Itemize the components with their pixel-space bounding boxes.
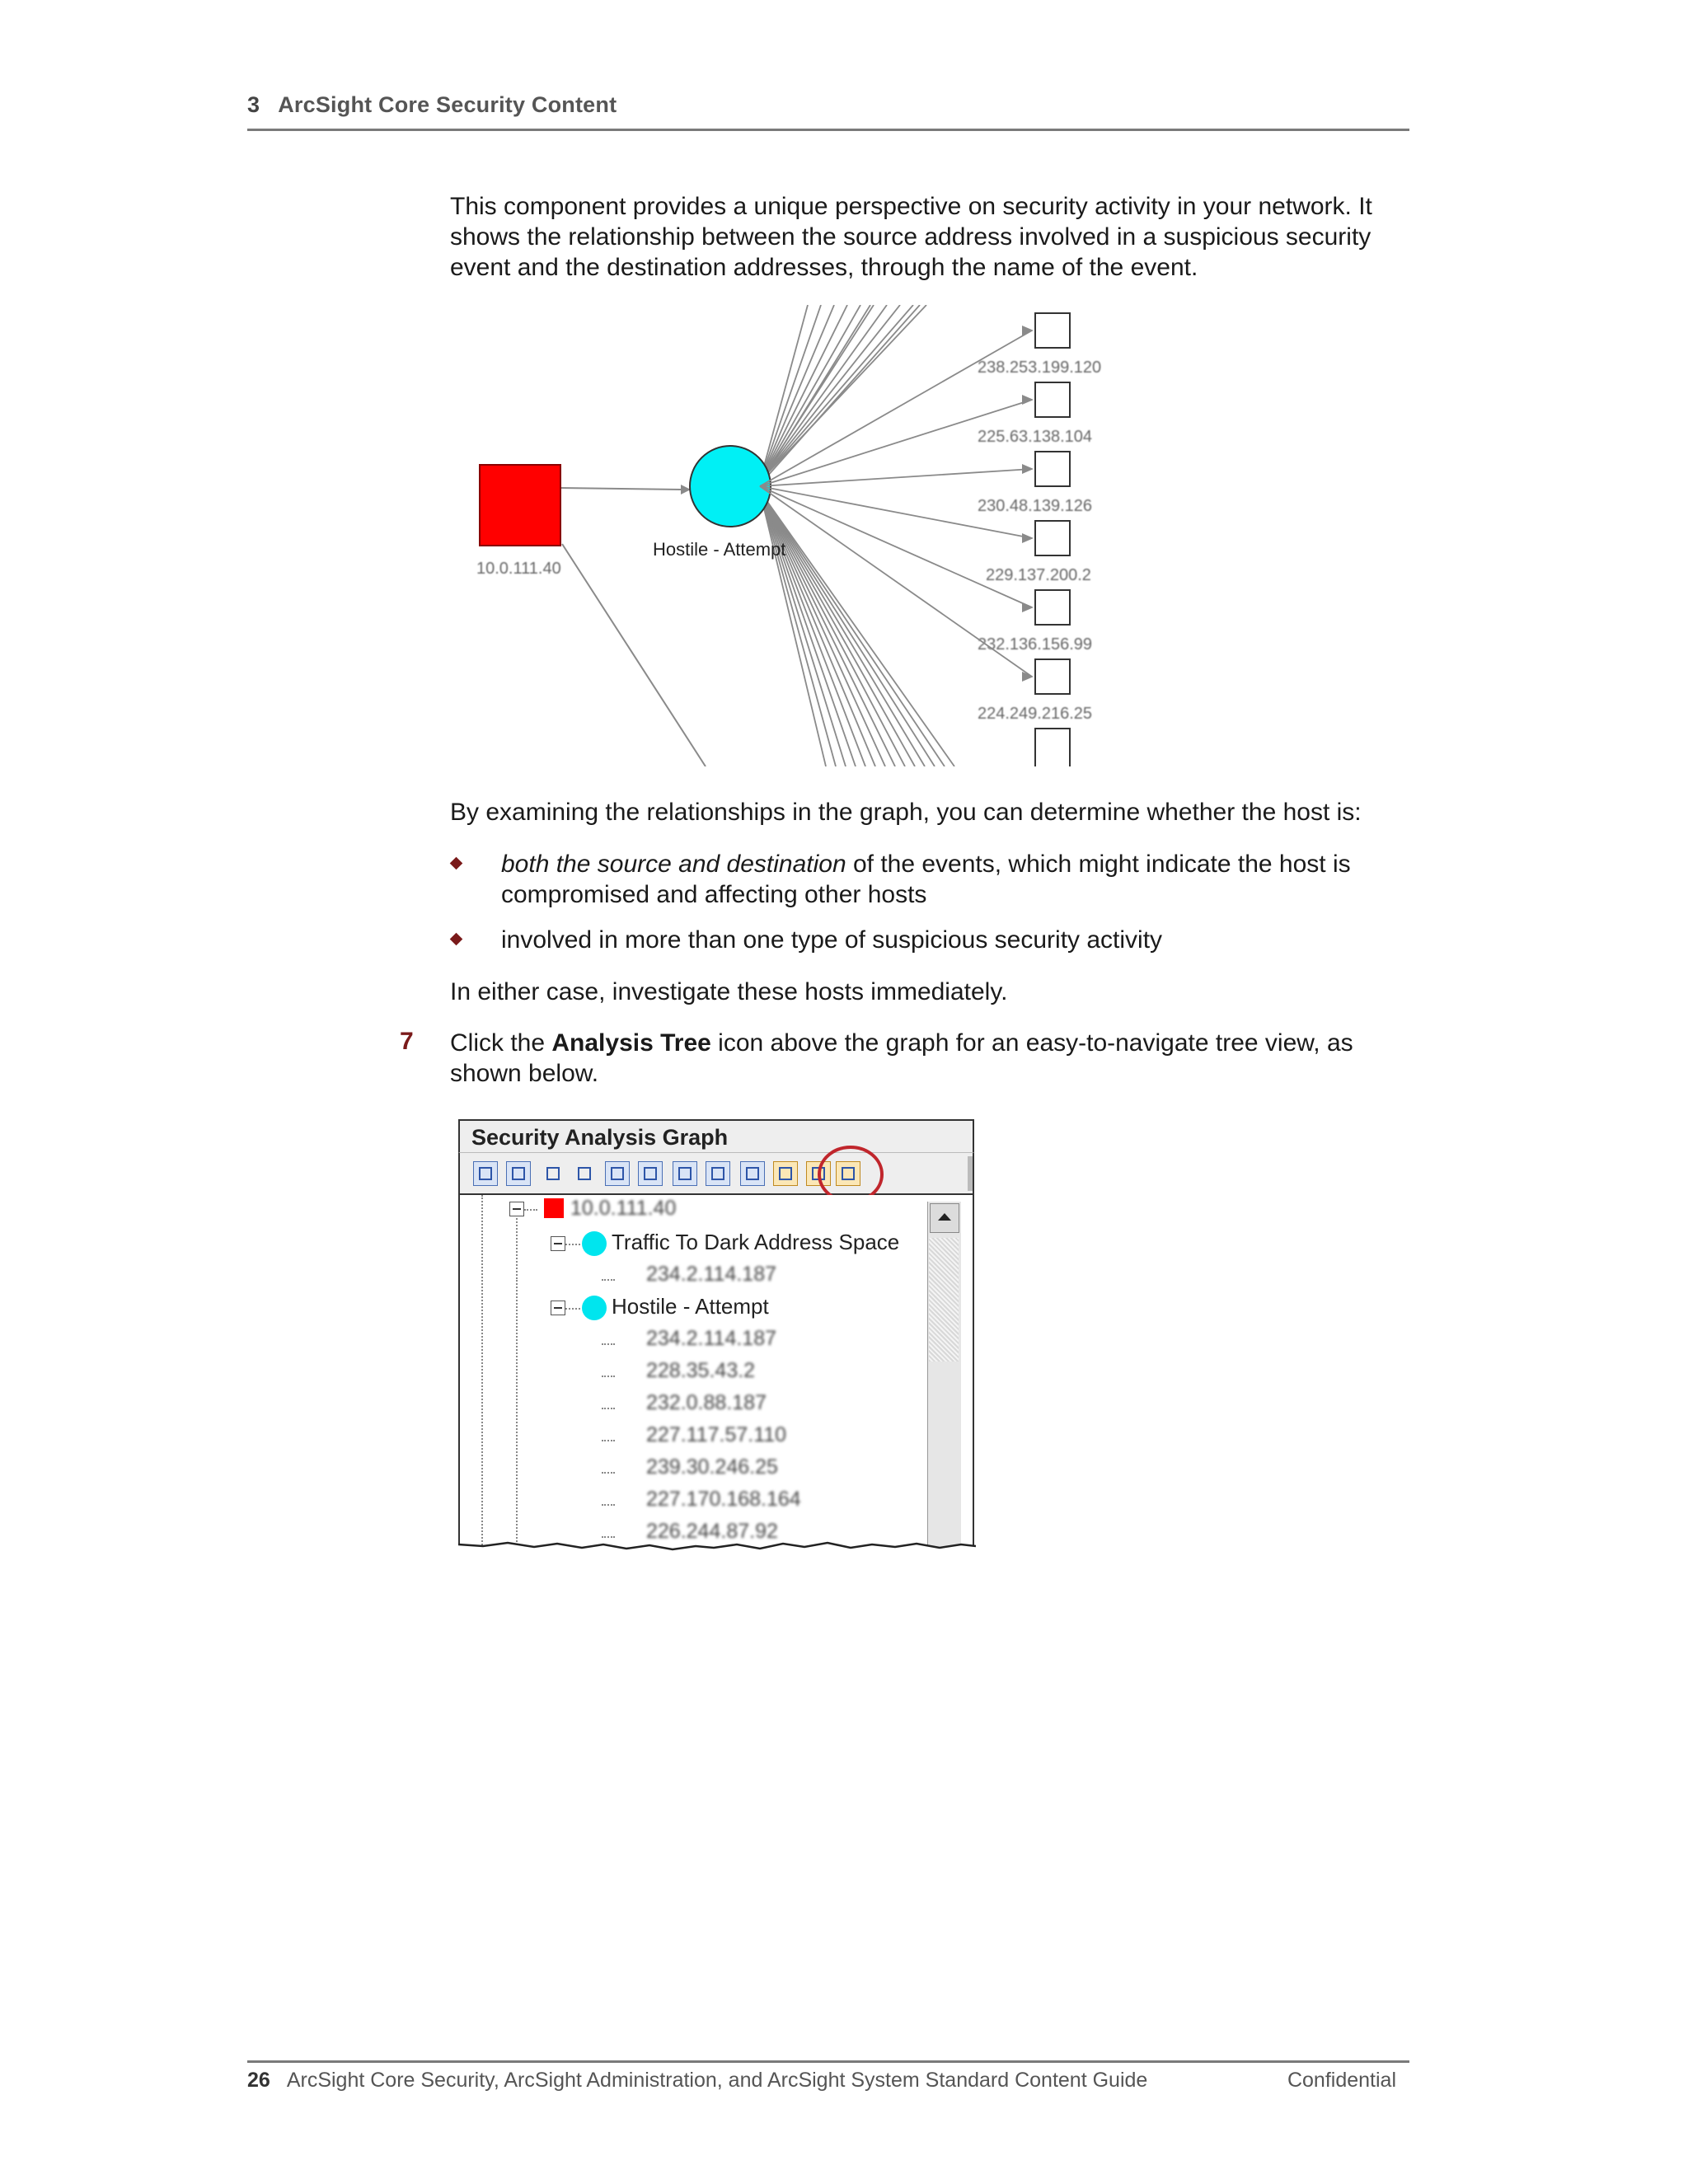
destination-node-square[interactable] bbox=[1035, 521, 1070, 555]
edge-line bbox=[760, 305, 900, 481]
zoom-in-icon[interactable] bbox=[541, 1161, 565, 1186]
zoom-out-icon[interactable] bbox=[572, 1161, 597, 1186]
edge-arrow-head bbox=[1022, 464, 1034, 474]
bullet-item bbox=[450, 849, 1390, 910]
security-graph-figure bbox=[458, 305, 1151, 766]
destination-node-square[interactable] bbox=[1035, 313, 1070, 348]
graph-toolbar bbox=[458, 1152, 974, 1195]
step-post: icon above the graph for an easy-to-navigate tree view, as bbox=[710, 1029, 1353, 1057]
bullet-rest: of the events, which might indicate the host is bbox=[846, 851, 1351, 878]
tree-connector bbox=[565, 1244, 580, 1245]
bullet-text-2: involved in more than one type of suspicious security activity bbox=[501, 926, 1163, 954]
bullet-item bbox=[450, 925, 1390, 955]
tree-leaf-address[interactable]: 227.117.57.110 bbox=[646, 1423, 787, 1446]
edge-line bbox=[760, 491, 935, 766]
tree-connector bbox=[524, 1209, 537, 1211]
tree-connector bbox=[602, 1343, 615, 1345]
scroll-track bbox=[929, 1238, 959, 1361]
bullet-italic: both the source and destination bbox=[501, 851, 846, 878]
source-node-square[interactable] bbox=[480, 465, 560, 546]
edge-line bbox=[760, 491, 954, 766]
tree-connector bbox=[602, 1376, 615, 1377]
intro-paragraph bbox=[450, 191, 1398, 283]
destination-node-square[interactable] bbox=[1035, 452, 1070, 486]
destination-node-label: 225.63.138.104 bbox=[978, 428, 1093, 446]
edge-line bbox=[760, 491, 885, 766]
edge-lines bbox=[760, 305, 954, 766]
tree-connector bbox=[602, 1472, 615, 1474]
tree-leaf-address[interactable]: 239.30.246.25 bbox=[646, 1455, 778, 1479]
edge-arrow-head bbox=[1022, 533, 1034, 543]
footer-rule bbox=[247, 2060, 1409, 2063]
edge-line bbox=[760, 305, 860, 481]
destination-node-square[interactable] bbox=[1035, 382, 1070, 417]
event-node-label: Hostile - Attempt bbox=[653, 539, 786, 560]
page-header bbox=[247, 92, 617, 118]
edge-line bbox=[760, 491, 895, 766]
destination-node-label: 238.253.199.120 bbox=[978, 359, 1102, 377]
tree-guide bbox=[516, 1277, 518, 1554]
edge-line bbox=[760, 491, 856, 766]
source-node-square bbox=[544, 1198, 564, 1218]
tree-connector bbox=[602, 1536, 615, 1538]
destination-nodes bbox=[760, 313, 1101, 766]
edge-line bbox=[760, 491, 836, 766]
bullet-diamond-icon bbox=[450, 933, 463, 946]
destination-node-label: 229.137.200.2 bbox=[986, 566, 1091, 584]
step-text bbox=[450, 1028, 1406, 1089]
tree-connector bbox=[602, 1504, 615, 1506]
either-case-paragraph: In either case, investigate these hosts immediately. bbox=[450, 978, 1008, 1005]
classification: Confidential bbox=[1287, 2069, 1396, 2092]
edge-line bbox=[760, 305, 821, 481]
legend-icon[interactable] bbox=[773, 1161, 798, 1186]
tree-guide bbox=[481, 1195, 483, 1554]
edge-line bbox=[760, 305, 913, 481]
page-footer bbox=[247, 2069, 1401, 2093]
bullet-diamond-icon bbox=[450, 857, 463, 870]
edge-line bbox=[760, 491, 865, 766]
tree-connector bbox=[602, 1408, 615, 1409]
hierarchy-layout-icon[interactable] bbox=[638, 1161, 663, 1186]
intro-line-3: event and the destination addresses, through the name of the event. bbox=[450, 254, 1198, 281]
edge-line bbox=[760, 305, 926, 481]
tree-leaf-address[interactable]: 232.0.88.187 bbox=[646, 1391, 767, 1414]
destination-node-square[interactable] bbox=[1035, 590, 1070, 625]
tree-guide bbox=[516, 1218, 518, 1276]
edge-line bbox=[760, 491, 915, 766]
pause-icon[interactable] bbox=[473, 1161, 498, 1186]
edge-to-destination bbox=[760, 469, 1032, 486]
destination-node-square[interactable] bbox=[1035, 729, 1070, 766]
collapse-icon[interactable] bbox=[551, 1301, 565, 1315]
destination-node-label: 232.136.156.99 bbox=[978, 635, 1093, 654]
header-rule bbox=[247, 129, 1409, 131]
fit-to-window-icon[interactable] bbox=[506, 1161, 531, 1186]
bullet-text-1 bbox=[501, 849, 1390, 910]
event-node-circle[interactable] bbox=[690, 446, 771, 527]
edge-line bbox=[760, 305, 847, 481]
collapse-icon[interactable] bbox=[551, 1236, 565, 1251]
edge-arrow-head bbox=[1022, 395, 1034, 405]
collapse-icon[interactable] bbox=[509, 1202, 524, 1216]
tree-leaf-address[interactable]: 228.35.43.2 bbox=[646, 1359, 756, 1382]
examining-paragraph: By examining the relationships in the graph, you can determine whether the host is: bbox=[450, 799, 1362, 826]
edge-source-down bbox=[562, 544, 706, 766]
tree-group-label[interactable]: Traffic To Dark Address Space bbox=[612, 1230, 900, 1254]
event-node-circle bbox=[582, 1296, 607, 1320]
destination-node-square[interactable] bbox=[1035, 659, 1070, 694]
edge-line bbox=[760, 491, 925, 766]
step-line-2: shown below. bbox=[450, 1060, 599, 1087]
edge-arrow-head bbox=[1022, 326, 1034, 335]
tree-connector bbox=[565, 1308, 580, 1310]
tree-leaf-address[interactable]: 226.244.87.92 bbox=[646, 1520, 778, 1543]
source-node-label: 10.0.111.40 bbox=[476, 560, 561, 578]
edge-arrow-head bbox=[1022, 602, 1034, 612]
edge-line bbox=[760, 491, 945, 766]
destination-node-label: 230.48.139.126 bbox=[978, 497, 1093, 515]
bullet-line-2: compromised and affecting other hosts bbox=[501, 881, 927, 908]
organic-layout-icon[interactable] bbox=[706, 1161, 730, 1186]
tree-scrollbar[interactable] bbox=[927, 1202, 961, 1554]
tree-root-address[interactable]: 10.0.111.40 bbox=[570, 1197, 677, 1220]
event-node-circle bbox=[582, 1231, 607, 1256]
tree-leaf-address[interactable]: 234.2.114.187 bbox=[646, 1327, 777, 1350]
scroll-up-icon[interactable] bbox=[930, 1203, 959, 1233]
edge-line bbox=[760, 491, 826, 766]
tree-group-label[interactable]: Hostile - Attempt bbox=[612, 1294, 769, 1319]
analysis-tree-view bbox=[458, 1195, 974, 1554]
tree-connector bbox=[602, 1279, 615, 1281]
edge-source-to-event bbox=[560, 488, 681, 490]
intro-line-1: This component provides a unique perspective on security activity in your network. It bbox=[450, 193, 1372, 220]
torn-edge bbox=[458, 1540, 976, 1554]
destination-node-label: 224.249.216.25 bbox=[978, 705, 1093, 723]
tree-leaf-address[interactable]: 227.170.168.164 bbox=[646, 1488, 801, 1511]
intro-line-2: shows the relationship between the source address involved in a suspicious security bbox=[450, 223, 1372, 251]
chapter-title: ArcSight Core Security Content bbox=[278, 92, 617, 117]
guide-title: ArcSight Core Security, ArcSight Administration, and ArcSight System Standard Content Guide bbox=[286, 2069, 1148, 2092]
step-pre: Click the bbox=[450, 1029, 552, 1057]
tree-connector bbox=[602, 1440, 615, 1441]
step-number: 7 bbox=[400, 1028, 414, 1055]
toolbar-overflow bbox=[968, 1156, 973, 1191]
circular-layout-icon[interactable] bbox=[673, 1161, 697, 1186]
chapter-number: 3 bbox=[247, 92, 260, 117]
security-analysis-graph-window bbox=[458, 1119, 976, 1554]
page-number: 26 bbox=[247, 2069, 270, 2092]
select-icon[interactable] bbox=[605, 1161, 630, 1186]
analysis-tree-term: Analysis Tree bbox=[551, 1029, 711, 1057]
grid-layout-icon[interactable] bbox=[740, 1161, 765, 1186]
window-title: Security Analysis Graph bbox=[458, 1119, 974, 1152]
tree-leaf-address[interactable]: 234.2.114.187 bbox=[646, 1263, 777, 1286]
